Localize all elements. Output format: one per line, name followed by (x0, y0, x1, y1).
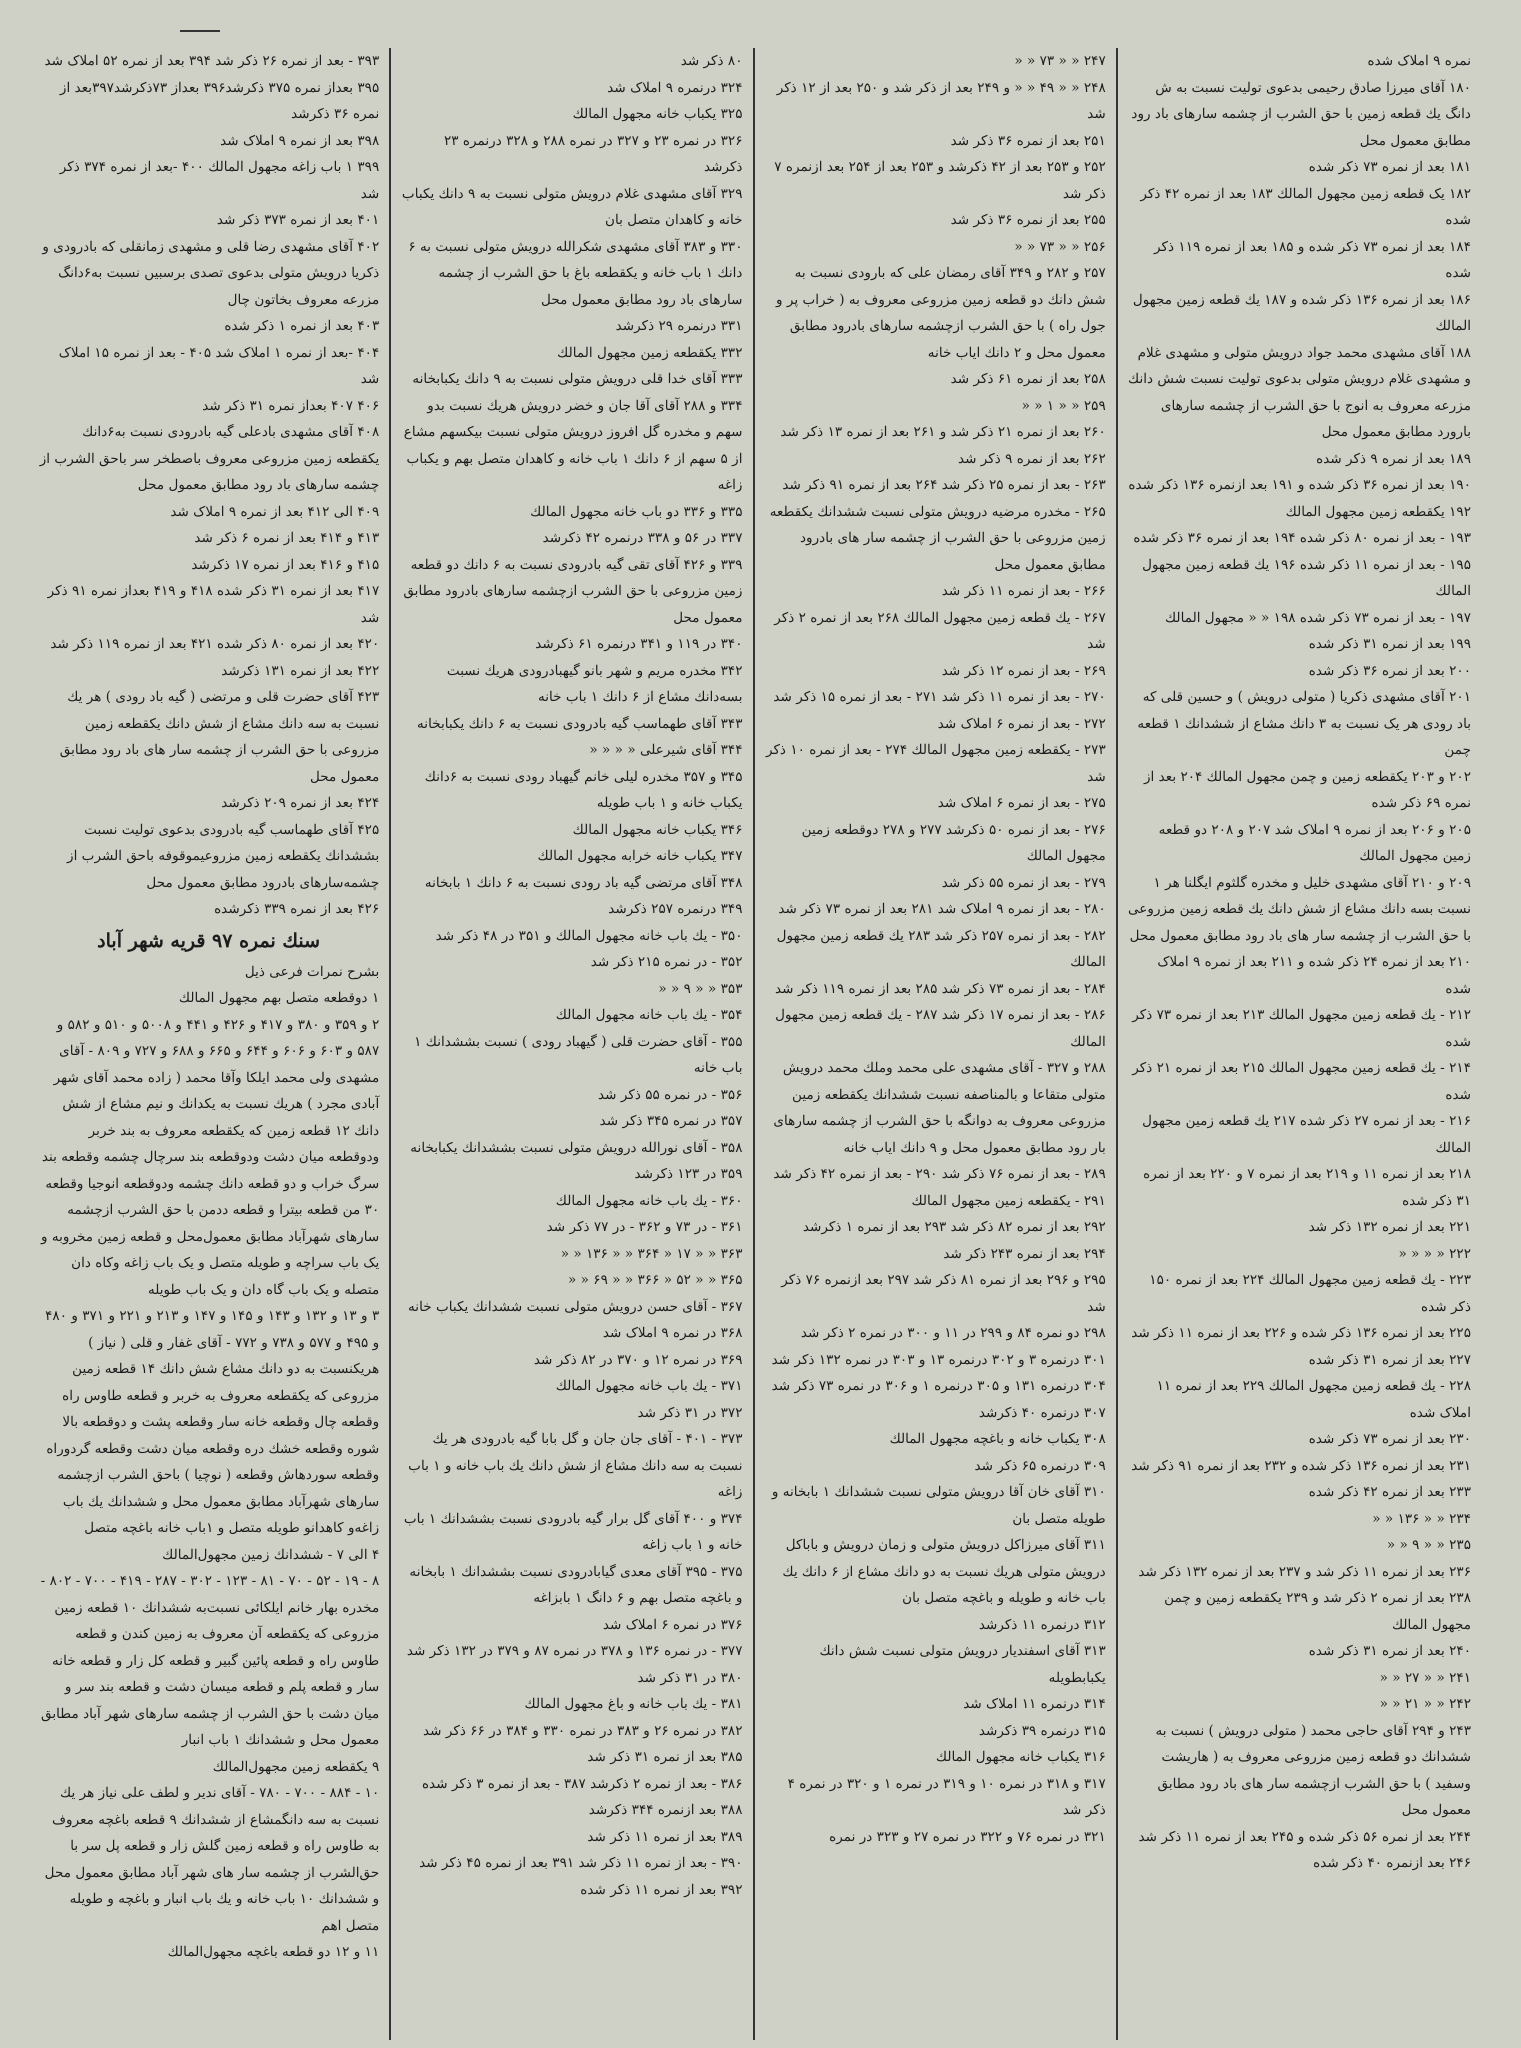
listing-entry: ۲۹۱ - یکقطعه زمین مجهول المالك (911, 1192, 1106, 1209)
listing-entry: ۳۰۴ درنمره ۱۳۱ و ۳۰۵ درنمره ۱ و ۳۰۶ در نمره ۷۳ ذکر شد (771, 1378, 1106, 1394)
listing-entry: ۳۳۹ و ۴۲۶ آقای تقی گیه بادرودی نسبت به ۶ دانك دو قطعه زمین مزروعی با حق الشرب ازچشمه سارهای بادرود مطابق معمول محل (403, 556, 743, 626)
listing-entry: ۳۶۰ - یك باب خانه مجهول المالك (555, 1192, 743, 1209)
listing-entry: ۳۱۲ درنمره ۱۱ ذکرشد (978, 1616, 1106, 1633)
listing-entry: ۲۳۶ بعد از نمره ۱۱ ذکر شد و ۲۳۷ بعد از نمره ۱۳۲ ذکر شد (1138, 1563, 1471, 1580)
listing-entry: ۳۷۴ و ۴۰۰ آقای گل برار گیه بادرودی نسبت بششدانك ۱ باب خانه و ۱ باب زاغه (403, 1510, 743, 1553)
listing-entry: ۳۲۴ درنمره ۹ املاک شد (607, 79, 743, 96)
listing-entry: ۲۹۴ بعد از نمره ۲۴۳ ذکر شد (943, 1245, 1106, 1262)
listing-entry: ۳۵۲ - در نمره ۲۱۵ ذکر شد (590, 954, 743, 970)
listing-entry: ۹ یکقطعه زمین مجهول‌المالك (212, 1758, 380, 1775)
listing-entry: ۴۰۲ آقای مشهدی رضا قلی و مشهدی زمانقلی که بادرودی و ذکریا درویش متولی بدعوی تصدی برسبیں نسبت به۶دانگ مزرعه معروف بخاتون چال (42, 238, 380, 308)
listing-entry: ۳۹۲ بعد از نمره ۱۱ ذکر شده (580, 1881, 743, 1898)
listing-entry: ۳۲۹ آقای مشهدی غلام درویش متولی نسبت به ۹ دانك یکباب خانه و کاهدان متصل بان (401, 185, 743, 228)
listing-entry: ۳۸۱ - یك باب خانه و باغ مجهول المالك (524, 1696, 743, 1712)
listing-entry: ۳۶۵ « « ۵۲ « ۳۶۶ « « ۶۹ « « (568, 1272, 743, 1288)
listing-entry: ۲۱۲ - یك قطعه زمین مجهول المالك ۲۱۳ بعد از نمره ۷۳ ذکر شده (1132, 1007, 1471, 1050)
listing-entry: ۳۴۳ آقای طهماسب گیه بادرودی نسبت به ۶ دانك یکبابخانه (417, 715, 743, 732)
listing-entry: ۳۳۱ درنمره ۲۹ ذکرشد (615, 318, 743, 334)
listing-entry: ۳۹۸ بعد از نمره ۹ املاک شد (220, 132, 380, 149)
listing-entry: ۳۶۹ در نمره ۱۲ و ۳۷۰ در ۸۲ ذکر شد (533, 1351, 743, 1368)
listing-entry: ۲۴۶ بعد ازنمره ۴۰ ذکر شده (1313, 1855, 1471, 1871)
listing-entry: ۲۵۲ و ۲۵۳ بعد از ۴۲ ذکرشد و ۲۵۳ بعد از ۲۵۴ بعد ازنمره ۷ ذکر شد (774, 159, 1106, 202)
listing-entry: ۲۱۰ بعد از نمره ۲۴ ذکر شده و ۲۱۱ بعد از نمره ۹ املاک شده (1157, 954, 1471, 997)
listing-entry: ۳۸۲ در نمره ۲۶ و ۳۸۳ در نمره ۳۳۰ و ۳۸۴ در ۶۶ ذکر شد (423, 1722, 743, 1739)
listing-entry: ۲۶۹ - بعد از نمره ۱۲ ذکر شد (941, 662, 1106, 679)
listing-entry: ۳۲۱ در نمره ۷۶ و ۳۲۲ در نمره ۲۷ و ۳۲۳ در نمره (829, 1828, 1106, 1845)
listing-entry: ۲۰۲ و ۲۰۳ یکقطعه زمین و چمن مجهول المالك ۲۰۴ بعد از نمره ۶۹ ذکر شده (1143, 768, 1471, 811)
listing-entry: ۳۹۰ - بعد از نمره ۱۱ ذکر شد ۳۹۱ بعد از نمره ۴۵ ذکر شد (419, 1855, 743, 1871)
listing-entry: ۳۴۲ مخدره مریم و شهر بانو گیهبادرودی هریك نسبت بسه‌دانك مشاع از ۶ دانك ۱ باب خانه (446, 662, 743, 705)
column-4-entries-after (38, 959, 379, 1966)
listing-entry: ۲۸۹ - بعد از نمره ۷۶ ذکر شد ۲۹۰ - بعد از نمره ۴۲ ذکر شد (773, 1166, 1106, 1182)
listing-entry: ۲۵۸ بعد از نمره ۶۱ ذکر شد (950, 371, 1106, 387)
listing-entry: ۴۰۱ بعد از نمره ۳۷۳ ذکر شد (216, 212, 380, 228)
listing-entry: ۲۸۰ - بعد از نمره ۹ املاک شد ۲۸۱ بعد از نمره ۷۳ ذکر شد (778, 901, 1106, 917)
listing-entry: ۳۵۸ - آقای نورالله درویش متولی نسبت بششدانك یکبابخانه (410, 1139, 743, 1156)
listing-entry: ۳۴۸ آقای مرتضی گیه باد رودی نسبت به ۶ دانك ۱ بابخانه (424, 874, 743, 891)
listing-entry: ۴۱۷ بعد از نمره ۳۱ ذکر شده ۴۱۸ و ۴۱۹ بعداز نمره ۹۱ ذکر شد (47, 583, 380, 626)
listing-entry: ۳۱۷ و ۳۱۸ در نمره ۱۰ و ۳۱۹ در نمره ۱ و ۳۲۰ در نمره ۴ ذکر شد (787, 1775, 1106, 1818)
listing-entry: ۳۵۷ در نمره ۳۴۵ ذکر شد (599, 1113, 743, 1129)
listing-entry: ۳۷۶ در نمره ۶ املاک شد (602, 1616, 743, 1633)
listing-entry: ۱۹۳ - بعد از نمره ۸۰ ذکر شده ۱۹۴ بعد از نمره ۳۶ ذکر شده (1133, 530, 1471, 546)
listing-entry: ۲۳۱ بعد از نمره ۱۳۶ ذکر شده و ۲۳۲ بعد از نمره ۹۱ ذکر شد (1131, 1457, 1471, 1474)
listing-entry: بشرح نمرات فرعی ذیل (244, 963, 380, 980)
listing-entry: ۱۸۹ بعد از نمره ۹ ذکر شده (1316, 450, 1471, 467)
listing-entry: ۳۱۴ درنمره ۱۱ املاک شد (963, 1696, 1106, 1712)
listing-entry: ۳۳۰ و ۳۸۳ آقای مشهدی شکرالله درویش متولی نسبت به ۶ دانك ۱ باب خانه و یکقطعه باغ با حق الشرب از چشمه سارهای باد رود مطابق معمول محل (408, 238, 743, 308)
listing-entry: ۲۵۵ بعد از نمره ۳۶ ذکر شد (950, 212, 1106, 228)
column-2 (755, 48, 1118, 2040)
listing-entry: ۲۸۶ - بعد از نمره ۱۷ ذکر شد ۲۸۷ - یك قطعه زمین مجهول المالك (775, 1007, 1106, 1050)
listing-entry: ۲۰۹ و ۲۱۰ آقای مشهدی خلیل و مخدره گلثوم ایگلنا هر ۱ نسبت بسه دانك مشاع از شش دانك یك قطعه زمین مزروعی با حق الشرب از چشمه سار های باد رود مطابق معمول محل (1127, 874, 1471, 944)
listing-entry: ۳۱۵ درنمره ۳۹ ذکرشد (978, 1722, 1106, 1739)
listing-entry: ۳۴۰ در ۱۱۹ و ۳۴۱ درنمره ۶۱ ذکرشد (535, 636, 743, 652)
listing-entry: ۲۴۷ « « ۷۳ « « (1014, 53, 1106, 69)
listing-entry: ۲۵۷ و ۲۸۲ و ۳۴۹ آقای رمضان علی که بارودی نسبت به شش دانك دو قطعه زمین مزروعی معروف به ( خراب پر و جول راه ) با حق الشرب ازچشمه سارهای بادرود مطابق معمول محل و ۲ دانك ایاب خانه (775, 265, 1106, 361)
listing-entry: ۴۲۲ بعد از نمره ۱۳۱ ذکرشد (221, 662, 380, 679)
listing-entry: ۲۶۵ - مخدره مرضیه درویش متولی نسبت ششدانك یکقطعه زمین مزروعی با حق الشرب از چشمه سار های بادرود مطابق معمول محل (769, 503, 1106, 573)
listing-entry: ۲۶۳ - بعد از نمره ۲۵ ذکر شد ۲۶۴ بعد از نمره ۹۱ ذکر شد (782, 477, 1106, 493)
listing-entry: ۳۸۶ - بعد از نمره ۲ ذکرشد ۳۸۷ - بعد از نمره ۳ ذکر شده (421, 1775, 743, 1792)
listing-entry: ۴۲۶ بعد از نمره ۳۳۹ ذکرشده (214, 901, 380, 917)
listing-entry: ۱ دوقطعه متصل بهم مجهول المالك (178, 990, 380, 1006)
listing-entry: ۲۲۵ بعد از نمره ۱۳۶ ذکر شده و ۲۲۶ بعد از نمره ۱۱ ذکر شد (1131, 1325, 1471, 1341)
listing-entry: ۱۸۲ یک قطعه زمین مجهول المالك ۱۸۳ بعد از نمره ۴۲ ذکر شده (1140, 185, 1471, 228)
listing-entry: ۳۶۱ - در ۷۳ و ۳۶۲ - در ۷۷ ذکر شد (546, 1219, 743, 1235)
listing-entry: ۱۸۴ بعد از نمره ۷۳ ذکر شده و ۱۸۵ بعد از نمره ۱۱۹ ذکر شده (1154, 238, 1471, 281)
listing-entry: ۴۰۸ آقای مشهدی بادعلی گیه بادرودی نسبت به۶دانك یکقطعه زمین مزروعی معروف باصطخر سر باحق الشرب از چشمه سارهای باد رود مطابق معمول محل (39, 424, 380, 493)
listing-entry: ۲۴۰ بعد از نمره ۳۱ ذکر شده (1308, 1643, 1471, 1659)
listing-entry: ۳۴۶ یکباب خانه مجهول المالك (572, 821, 743, 838)
listing-entry: ۲۲۱ بعد از نمره ۱۳۲ ذکر شد (1308, 1219, 1471, 1235)
listing-entry: ۲۹۲ بعد از نمره ۸۲ ذکر شد ۲۹۳ بعد از نمره ۱ ذکرشد (802, 1219, 1106, 1235)
column-1 (1118, 48, 1481, 2040)
listing-entry: ۸ - ۱۹ - ۵۲ - ۷۰ - ۸۱ - ۱۲۳ - ۳۰۲ - ۲۸۷ - ۴۱۹ - ۷۰۰ - ۸۰۲ - مخدره بهار خانم ایلکائی نسبت‌به ششدانك ۱۰ قطعه زمین مزروعی که یکقطعه آن معروف به زمین کندن و قطعه طاوس راه و قطعه پائین گبیر و قطعه کل زار و قطعه خانه سار و قطعه پلم و قطعه میسان دشت و قطعه بند سر و میان دشت با حق الشرب از چشمه سارهای شهر آباد مطابق معمول محل و ششدانك ۱ باب انبار (40, 1573, 380, 1748)
listing-entry: ۴۱۳ و ۴۱۴ بعد از نمره ۶ ذکر شد (194, 530, 380, 546)
listing-entry: ۴۲۰ بعد از نمره ۸۰ ذکر شده ۴۲۱ بعد از نمره ۱۱۹ ذکر شد (50, 636, 380, 652)
listing-entry: ۱۹۷ - بعد از نمره ۷۳ ذکر شده ۱۹۸ « « مجهول المالك (1164, 609, 1471, 626)
listing-entry: ۳۳۷ در ۵۶ و ۳۳۸ درنمره ۴۲ ذکرشد (542, 530, 743, 546)
listing-entry: ۴۱۵ و ۴۱۶ بعد از نمره ۱۷ ذکرشد (191, 556, 380, 573)
listing-entry: ۱۱ و ۱۲ دو قطعه باغچه مجهول‌المالك (167, 1944, 380, 1960)
listing-entry: ۳۹۵ بعداز نمره ۳۷۵ ذکرشد۳۹۶ بعداز ۷۳ذکرشد۳۹۷بعد از نمره ۳۶ ذکرشد (59, 79, 380, 122)
listing-entry: ۴۲۵ آقای طهماسب گیه بادرودی بدعوی تولیت نسبت بششدانك یکقطعه زمین مزروعیموقوفه باحق الشرب از چشمه‌سارهای بادرود مطابق معمول محل (67, 821, 380, 891)
listing-entry: ۳۳۴ و ۲۸۸ آقای آقا جان و خضر درویش هریك نسبت بدو سهم و مخدره گل افروز درویش متولی نسبت بیکسهم مشاع از ۵ سهم از ۶ دانك ۱ باب خانه و کاهدان متصل بهم و یکباب زاغه (403, 397, 743, 493)
listing-entry: ۲۶۰ بعد از نمره ۲۱ ذکر شد و ۲۶۱ بعد از نمره ۱۳ ذکر شد (780, 424, 1106, 440)
listing-entry: ۳۵۳ « « ۹ « « (658, 980, 743, 997)
listing-entry: ۲۴۳ و ۲۹۴ آقای حاجی محمد ( متولی درویش ) نسبت به ششدانك دو قطعه زمین مزروعی معروف به ( هاریشت وسفید ) با حق الشرب ازچشمه سار های باد رود مطابق معمول محل (1155, 1722, 1471, 1818)
listing-entry: ۱۹۹ بعد از نمره ۳۱ ذکر شده (1308, 636, 1471, 652)
listing-entry: ۲۱۸ بعد از نمره ۱۱ و ۲۱۹ بعد از نمره ۷ و ۲۲۰ بعد از نمره ۳۱ ذکر شده (1143, 1166, 1471, 1209)
listing-entry: ۸۰ ذکر شد (680, 53, 743, 69)
listing-entry: ۲۷۶ - بعد از نمره ۵۰ ذکرشد ۲۷۷ و ۲۷۸ دوقطعه زمین مجهول المالك (801, 821, 1106, 864)
listing-entry: ۱۸۰ آقای میرزا صادق رحیمی بدعوی تولیت نسبت به ش دانگ یك قطعه زمین با حق الشرب از چشمه سارهای باد رود مطابق معمول محل (1131, 79, 1471, 149)
listing-entry: ۱۹۵ - بعد از نمره ۱۱ ذکر شده ۱۹۶ یك قطعه زمین مجهول المالك (1142, 556, 1471, 599)
listing-entry: ۲۴۴ بعد از نمره ۵۶ ذکر شده و ۲۴۵ بعد از نمره ۱۱ ذکر شد (1138, 1828, 1471, 1845)
listing-entry: ۱۸۱ بعد از نمره ۷۳ ذکر شده (1308, 159, 1471, 175)
listing-entry: ۳۴۴ آقای شیرعلی « « « « (589, 742, 743, 758)
listing-entry: ۲۵۹ « « ۱ « « (1021, 397, 1106, 414)
listing-entry: ۳۶۷ - آقای حسن درویش متولی نسبت ششدانك یکباب خانه (408, 1298, 743, 1315)
listing-entry: ۲۳۵ « « ۹ « « (1386, 1537, 1471, 1553)
listing-entry: ۱۰ - ۸۸۴ - ۷۰۰ - ۷۸۰ - آقای ندیر و لطف علی نیاز هر یك نسبت به سه دانگمشاع از ششدانك ۹ قطعه باغچه معروف به طاوس راه و قطعه زمین گلش زار و قطعه پل سر با حق‌الشرب از چشمه سار های شهر آباد مطابق معمول محل و ششدانك ۱۰ باب خانه و یك باب انبار و باغچه و طویله متصل اهم (44, 1785, 380, 1934)
listing-entry: ۲۱۶ - بعد از نمره ۲۷ ذکر شده ۲۱۷ یك قطعه زمین مجهول المالك (1142, 1113, 1471, 1156)
listing-entry: ۲۷۹ - بعد از نمره ۵۵ ذکر شد (941, 874, 1106, 891)
listing-entry: ۲۷۰ - بعد از نمره ۱۱ ذکر شد ۲۷۱ - بعد از نمره ۱۵ ذکر شد (773, 689, 1106, 705)
listing-entry: ۲۵۱ بعد از نمره ۳۶ ذکر شد (950, 132, 1106, 149)
listing-entry: ۳۹۳ - بعد از نمره ۲۶ ذکر شد ۳۹۴ بعد از نمره ۵۲ املاک شد (44, 53, 380, 69)
columns-frame (28, 48, 1481, 2040)
listing-entry: ۳۴۵ و ۳۵۷ مخدره لیلی خانم گیهباد رودی نسبت به ۶دانك یکباب خانه و ۱ باب طویله (424, 768, 743, 811)
listing-entry: ۳۷۳ - ۴۰۱ - آقای جان جان و گل بابا گیه بادرودی هر یك نسبت به سه دانك مشاع از شش دانك یك باب خانه و ۱ باب زاغه (408, 1431, 743, 1500)
listing-entry: ۱۹۰ بعد از نمره ۳۶ ذکر شده و ۱۹۱ بعد ازنمره ۱۳۶ ذکر شده (1128, 477, 1471, 493)
listing-entry: ۳۵۶ - در نمره ۵۵ ذکر شد (598, 1086, 743, 1103)
listing-entry: ۲۱۴ - یك قطعه زمین مجهول المالك ۲۱۵ بعد از نمره ۲۱ ذکر شده (1132, 1060, 1471, 1103)
listing-entry: ۲ و ۳۵۹ و ۳۸۰ و ۴۱۷ و ۴۲۶ و ۴۴۱ و ۵۰۰۸ و ۵۱۰ و ۵۸۲ و ۵۸۷ و ۶۰۳ و ۶۰۶ و ۶۴۴ و ۶۶۵ و ۶۸۸ و ۷۲۷ و ۸۰۹ - آقای مشهدی ولی محمد ایلکا وآقا محمد ( زاده محمد آقای شهر آبادی مجرد ) هریك نسبت به یکدانك و نیم مشاع از شش دانك ۱۲ قطعه زمین که یکقطعه معروف به بند خربر ودوقطعه میان دشت ودوقطعه بند سرچال چشمه وقطعه بند سرگ خراب و دو قطعه دانك چشمه ودوقطعه انوجیا وقطعه ۳۰ من قطعه بیترا و قطعه ددمن با حق الشرب ازچشمه سارهای شهرآباد مطابق معمول‌محل و قطعه زمین مخروبه و یک باب سراچه و طویله متصل و یک باب زاغه وکاه دان متصله و یک باب گاه دان و یک باب طویله (40, 1016, 380, 1298)
listing-entry: ۲۸۸ و ۳۲۷ - آقای مشهدی علی محمد وملك محمد درویش متولی متقاعا و بالمناصفه نسبت ششدانك یکقطعه زمین مزروعی معروف به دوانگه با حق الشرب از چشمه سارهای بار رود مطابق معمول محل و ۹ دانك ایاب خانه (773, 1060, 1106, 1156)
listing-entry: ۳۵۰ - یك باب خانه مجهول المالك و ۳۵۱ در ۴۸ ذکر شد (435, 927, 743, 944)
listing-entry: ۱۸۸ آقای مشهدی محمد جواد درویش متولی و مشهدی غلام و مشهدی غلام درویش متولی بدعوی تولیت نسبت شش دانك مزرعه معروف به انوج با حق الشرب از چشمه سارهای بارورد مطابق معمول محل (1128, 344, 1471, 440)
listing-entry: ۴۲۴ بعد از نمره ۲۰۹ ذکرشد (221, 795, 380, 811)
listing-entry: ۴۲۳ آقای حضرت قلی و مرتضی ( گیه باد رودی ) هر یك نسبت به سه دانك مشاع از شش دانك یکقطعه زمین مزروعی با حق الشرب از چشمه سار های باد رود مطابق معمول محل (59, 689, 380, 785)
listing-entry: ۲۳۳ بعد از نمره ۴۲ ذکر شده (1308, 1484, 1471, 1500)
listing-entry: ۲۶۶ - بعد از نمره ۱۱ ذکر شد (941, 583, 1106, 599)
column-4 (28, 48, 391, 2040)
top-rule (180, 30, 220, 32)
listing-entry: ۳۵۵ - آقای حضرت قلی ( گیهباد رودی ) نسبت بششدانك ۱ باب خانه (414, 1033, 743, 1076)
listing-entry: ۳۱۳ آقای اسفندیار درویش متولی نسبت شش دانك یکبابطویله (819, 1643, 1106, 1686)
listing-entry: ۱۹۲ یکقطعه زمین مجهول المالك (1285, 503, 1471, 520)
listing-entry: ۳۳۵ و ۳۳۶ دو باب خانه مجهول المالك (530, 503, 743, 520)
listing-entry: ۳۵۹ در ۱۲۳ ذکرشد (634, 1166, 743, 1182)
listing-entry: ۲۷۲ - بعد از نمره ۶ املاک شد (937, 715, 1106, 732)
listing-entry: ۴۰۳ بعد از نمره ۱ ذکر شده (224, 318, 380, 334)
listing-entry: ۲۷۳ - یکقطعه زمین مجهول المالك ۲۷۴ - بعد از نمره ۱۰ ذکر شد (765, 742, 1106, 785)
listing-entry: ۳۴۷ یکباب خانه خرابه مجهول المالك (537, 848, 743, 864)
listing-entry: ۳۷۷ - در نمره ۱۳۶ و ۳۷۸ در نمره ۸۷ و ۳۷۹ در ۱۳۲ ذکر شد (406, 1643, 743, 1659)
column-3 (391, 48, 754, 2040)
listing-entry: ۳۱۱ آقای میرزاکل درویش متولی و زمان درویش و باباکل درویش متولی هریك نسبت به دو دانك مشاع از ۶ دانك یك باب خانه و طویله و باغچه متصل بان (782, 1537, 1106, 1606)
listing-entry: ۳۹۹ ۱ باب زاغه مجهول المالك ۴۰۰ -بعد از نمره ۳۷۴ ذکر شد (59, 159, 380, 202)
listing-entry: ۳۰۷ درنمره ۴۰ ذکرشد (978, 1404, 1106, 1421)
listing-entry: ۲۴۸ « « ۴۹ « « و ۲۴۹ بعد از ذکر شد و ۲۵۰ بعد از ۱۲ ذکر شد (776, 79, 1106, 122)
listing-entry: ۳۸۵ بعد از نمره ۳۱ ذکر شد (587, 1749, 743, 1765)
listing-entry: ۲۶۲ بعد از نمره ۹ ذکر شد (957, 450, 1106, 467)
listing-entry: ۳۸۸ بعد ازنمره ۳۴۴ ذکرشد (588, 1802, 743, 1818)
listing-entry: ۲۴۱ « « ۲۷ « « (1379, 1669, 1471, 1686)
listing-entry: ۴۰۹ الی ۴۱۲ بعد از نمره ۹ املاک شد (170, 503, 380, 520)
listing-entry: ۲۲۲ « « « « (1398, 1245, 1471, 1262)
listing-entry: ۲۲۸ - یك قطعه زمین مجهول المالك ۲۲۹ بعد از نمره ۱۱ املاک شده (1156, 1378, 1471, 1421)
listing-entry: ۲۹۵ و ۲۹۶ بعد از نمره ۸۱ ذکر شد ۲۹۷ بعد ازنمره ۷۶ ذکر شد (781, 1272, 1106, 1315)
listing-entry: ۲۳۰ بعد از نمره ۷۳ ذکر شده (1308, 1431, 1471, 1447)
listing-entry: ۳۸۰ در ۳۱ ذکر شد (637, 1669, 743, 1686)
listing-entry: ۲۴۲ « « ۲۱ « « (1379, 1696, 1471, 1712)
listing-entry: ۲۷۵ - بعد از نمره ۶ املاک شد (937, 795, 1106, 811)
listing-entry: ۳۲۶ در نمره ۲۳ و ۳۲۷ در نمره ۲۸۸ و ۳۲۸ درنمره ۲۳ ذکرشد (443, 132, 743, 175)
listing-entry: ۲۲۳ - یك قطعه زمین مجهول المالك ۲۲۴ بعد از نمره ۱۵۰ ذکر شده (1149, 1272, 1471, 1315)
column-4-entries (38, 48, 379, 923)
listing-entry: ۲۳۴ « « ۱۳۶ « « (1372, 1510, 1471, 1527)
listing-entry: ۲۸۴ - بعد از نمره ۷۳ ذکر شد ۲۸۵ بعد از نمره ۱۱۹ ذکر شد (775, 980, 1106, 997)
listing-entry: ۳۷۲ در ۳۱ ذکر شد (637, 1404, 743, 1421)
listing-entry: ۲۰۵ و ۲۰۶ بعد از نمره ۹ املاک شد ۲۰۷ و ۲۰۸ دو قطعه زمین مجهول المالك (1158, 821, 1471, 864)
listing-entry: ۲۰۰ بعد از نمره ۳۶ ذکر شده (1308, 662, 1471, 679)
listing-entry: ۳۰۸ یکباب خانه و باغچه مجهول المالك (889, 1431, 1106, 1447)
section-heading: سنك نمره ۹۷ قریه شهر آباد (97, 929, 321, 952)
listing-entry: ۳۲۵ یکباب خانه مجهول المالك (572, 106, 743, 122)
listing-entry: نمره ۹ املاک شده (1367, 53, 1471, 69)
listing-entry: ۳۷۱ - یك باب خانه مجهول المالك (555, 1378, 743, 1394)
listing-entry: ۳۴۹ درنمره ۲۵۷ ذکرشد (608, 901, 743, 917)
listing-entry: ۲۲۷ بعد از نمره ۳۱ ذکر شده (1308, 1351, 1471, 1368)
listing-entry: ۲۰۱ آقای مشهدی ذکریا ( متولی درویش ) و حسین قلی که باد رودی هر یک نسبت به ۳ دانك مشاع از ششدانك ۱ قطعه چمن (1137, 689, 1471, 758)
listing-entry: ۴۰۴ -بعد از نمره ۱ املاک شد ۴۰۵ - بعد از نمره ۱۵ املاک شد (58, 344, 380, 387)
listing-entry: ۴ الی ۷ - ششدانك زمین مجهول‌المالك (162, 1546, 380, 1563)
listing-entry: ۲۳۸ بعد از نمره ۲ ذکر شد و ۲۳۹ یکقطعه زمین و چمن مجهول المالك (1164, 1590, 1471, 1633)
listing-entry: ۱۸۶ بعد از نمره ۱۳۶ ذکر شده و ۱۸۷ یك قطعه زمین مجهول المالك (1132, 291, 1471, 334)
listing-entry: ۳۵۴ - یك باب خانه مجهول المالك (555, 1007, 743, 1023)
listing-entry: ۲۶۷ - یك قطعه زمین مجهول المالك ۲۶۸ بعد از نمره ۲ ذکر شد (774, 609, 1106, 652)
listing-entry: ۳۶۸ در نمره ۹ املاک شد (602, 1325, 743, 1341)
listing-entry: ۳۱۶ یکباب خانه مجهول المالك (935, 1749, 1106, 1765)
listing-entry: ۳۰۹ درنمره ۶۵ ذکر شد (974, 1457, 1106, 1474)
listing-entry: ۳۳۳ آقای خدا قلی درویش متولی نسبت به ۹ دانك یکبابخانه (412, 371, 743, 387)
listing-entry: ۳ و ۱۳ و ۱۳۲ و ۱۴۳ و ۱۴۵ و ۱۴۷ و ۲۱۳ و ۲۲۱ و ۳۷۱ و ۴۸۰ و ۴۹۵ و ۵۷۷ و ۷۳۸ و ۷۷۲ - آقای غفار و قلی ( نیاز ) هریکنسبت به دو دانك مشاع شش دانك ۱۴ قطعه زمین مزروعی که یکقطعه معروف به خربر و قطعه طاوس راه وقطعه چال وقطعه خانه سار وقطعه پشت و دوقطعه بالا شوره وقطعه خشك دره وقطعه میان دشت وقطعه گردوراه وقطعه سوردهاش وقطعه ( نوچیا ) باحق الشرب ازچشمه سارهای شهرآباد مطابق معمول محل و ششدانك یك باب زاغه‌و کاهدانو طویله متصل و ۱باب خانه باغچه متصل (45, 1308, 380, 1536)
listing-entry: ۳۳۲ یکقطعه زمین مجهول المالك (557, 344, 743, 361)
listing-entry: ۳۱۰ آقای خان آقا درویش متولی نسبت ششدانك ۱ بابخانه و طویله متصل بان (771, 1484, 1106, 1527)
listing-entry: ۲۹۸ دو نمره ۸۴ و ۲۹۹ در ۱۱ و ۳۰۰ در نمره ۲ ذکر شد (800, 1325, 1106, 1341)
listing-entry: ۳۸۹ بعد از نمره ۱۱ ذکر شد (587, 1828, 743, 1845)
listing-entry: ۳۰۱ درنمره ۳ و ۳۰۲ درنمره ۱۳ و ۳۰۳ در نمره ۱۳۲ ذکر شد (771, 1351, 1106, 1368)
listing-entry: ۲۵۶ « « ۷۳ « « (1014, 238, 1106, 255)
listing-entry: ۴۰۶ ۴۰۷ بعداز نمره ۳۱ ذکر شد (202, 397, 380, 414)
listing-entry: ۲۸۲ - بعد از نمره ۲۵۷ ذکر شد ۲۸۳ یك قطعه زمین مجهول المالك (776, 927, 1106, 970)
listing-entry: ۳۷۵ - ۳۹۵ آقای معدی گیابادرودی نسبت بششدانك ۱ بابخانه و باغچه متصل بهم و ۶ دانگ ۱ بابزاغه (409, 1563, 743, 1606)
listing-entry: ۳۶۳ « « ۱۷ « ۳۶۴ « « ۱۳۶ « « (560, 1245, 743, 1262)
